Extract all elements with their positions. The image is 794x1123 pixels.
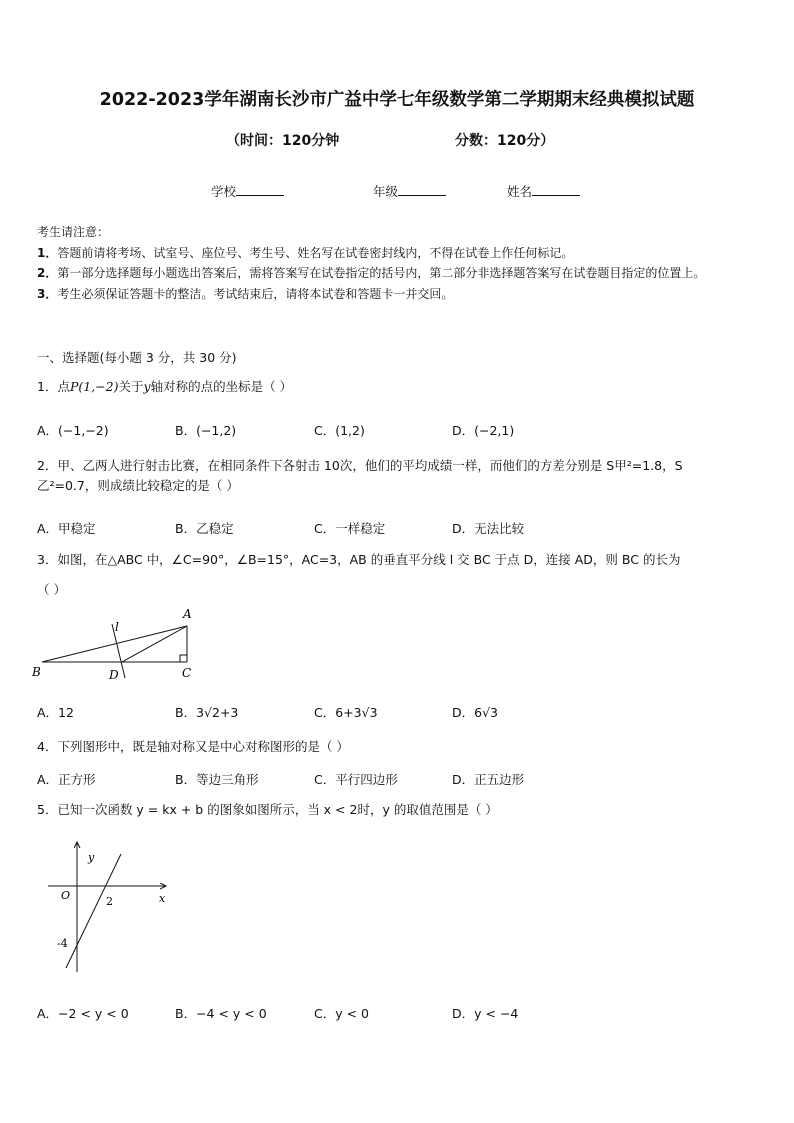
linear-function-graph xyxy=(42,836,177,981)
q2-option-d[interactable]: D．无法比较 xyxy=(452,521,525,536)
q3-option-b[interactable]: B．3√2+3 xyxy=(175,705,239,720)
q2-option-b[interactable]: B．乙稳定 xyxy=(175,521,234,536)
question-5: 5．已知一次函数 y = kx + b 的图象如图所示，当 x < 2时，y 的取值范围是（ ） xyxy=(37,802,498,817)
section-heading: 一、选择题(每小题 3 分，共 30 分) xyxy=(37,350,237,365)
segment-ad xyxy=(122,626,187,662)
grade-label: 年级 xyxy=(373,184,399,199)
function-line xyxy=(66,854,121,968)
q4-option-c[interactable]: C．平行四边形 xyxy=(314,772,398,787)
exam-time: （时间：120分钟 xyxy=(226,133,340,149)
notice-item: 3．考生必须保证答题卡的整洁。考试结束后，请将本试卷和答题卡一并交回。 xyxy=(37,286,454,301)
q3-option-a[interactable]: A．12 xyxy=(37,705,74,720)
label-l: l xyxy=(115,620,119,634)
point-p: P(1,−2) xyxy=(69,379,119,394)
question-2: 2．甲、乙两人进行射击比赛，在相同条件下各射击 10次，他们的平均成绩一样，而他们的方差分别是 S甲²=1.8，S 乙²=0.7，则成绩比较稳定的是（ ） xyxy=(37,458,683,493)
name-blank[interactable] xyxy=(532,182,580,196)
q3-option-c[interactable]: C．6+3√3 xyxy=(314,705,378,720)
q4-option-a[interactable]: A．正方形 xyxy=(37,772,96,787)
question-4: 4．下列图形中，既是轴对称又是中心对称图形的是（ ） xyxy=(37,739,349,754)
name-field[interactable] xyxy=(507,182,580,200)
name-label: 姓名 xyxy=(507,184,533,199)
label-a: A xyxy=(183,607,192,621)
q2-option-a[interactable]: A．甲稳定 xyxy=(37,521,96,536)
q5-option-a[interactable]: A．−2 < y < 0 xyxy=(37,1006,129,1021)
q1-option-a[interactable]: A．(−1,−2) xyxy=(37,423,109,438)
q1-option-c[interactable]: C．(1,2) xyxy=(314,423,365,438)
notice-item: 1．答题前请将考场、试室号、座位号、考生号、姓名写在试卷密封线内，不得在试卷上作任何标记。 xyxy=(37,245,574,260)
grade-field[interactable] xyxy=(373,182,446,200)
notice-heading: 考生请注意： xyxy=(37,225,110,239)
right-angle-mark xyxy=(180,655,187,662)
y-intercept-label: -4 xyxy=(57,937,68,950)
school-label: 学校 xyxy=(211,184,237,199)
y-axis-label: y xyxy=(88,851,95,864)
question-1: 1．点P(1,−2)关于y轴对称的点的坐标是（ ） xyxy=(37,379,293,394)
q5-option-b[interactable]: B．−4 < y < 0 xyxy=(175,1006,267,1021)
page-title: 2022-2023学年湖南长沙市广益中学七年级数学第二学期期末经典模拟试题 xyxy=(99,90,695,110)
x-axis-label: x xyxy=(159,892,166,905)
notice-block xyxy=(37,222,759,304)
grade-blank[interactable] xyxy=(398,182,446,196)
label-d: D xyxy=(109,668,119,682)
q1-option-d[interactable]: D．(−2,1) xyxy=(452,423,515,438)
exam-score: 分数：120分） xyxy=(455,133,555,149)
label-b: B xyxy=(32,665,41,679)
q2-option-c[interactable]: C．一样稳定 xyxy=(314,521,386,536)
label-c: C xyxy=(182,666,192,680)
q5-option-d[interactable]: D．y < −4 xyxy=(452,1006,519,1021)
q3-option-d[interactable]: D．6√3 xyxy=(452,705,498,720)
q4-option-b[interactable]: B．等边三角形 xyxy=(175,772,259,787)
q4-option-d[interactable]: D．正五边形 xyxy=(452,772,525,787)
triangle-figure xyxy=(30,604,210,684)
notice-item: 2．第一部分选择题每小题选出答案后，需将答案写在试卷指定的括号内，第二部分非选择题答案写在试卷题目指定的位置上。 xyxy=(37,266,706,280)
school-field[interactable] xyxy=(211,182,284,200)
q5-option-c[interactable]: C．y < 0 xyxy=(314,1006,369,1021)
x-intercept-label: 2 xyxy=(106,895,113,908)
origin-label: O xyxy=(61,889,71,902)
q1-option-b[interactable]: B．(−1,2) xyxy=(175,423,237,438)
question-3: 3．如图，在△ABC 中，∠C=90°，∠B=15°，AC=3，AB 的垂直平分线 l 交 BC 于点 D，连接 AD，则 BC 的长为 （ ） xyxy=(37,552,681,597)
school-blank[interactable] xyxy=(236,182,284,196)
